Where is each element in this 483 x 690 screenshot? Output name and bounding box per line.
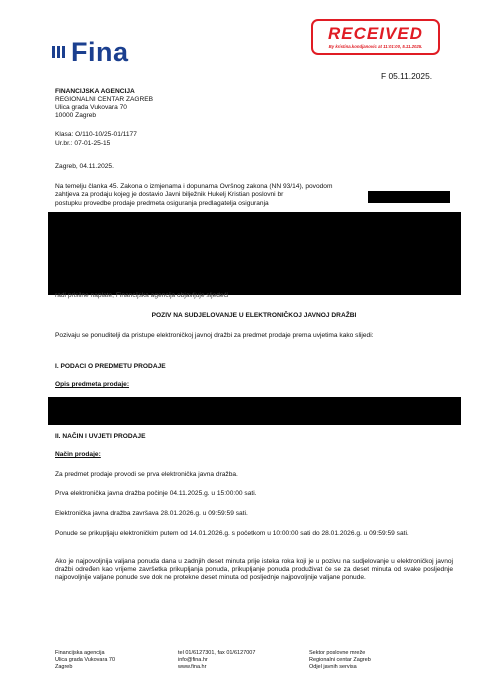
footer-line: Odjel javnih servisa — [309, 663, 357, 670]
footer-website: www.fina.hr — [178, 663, 207, 670]
footer-col-3 — [309, 650, 371, 670]
intro-partial: radi prisilne naplate, Financijska agencija objavljuje sljedeći — [55, 292, 229, 299]
sender-city: 10000 Zagreb — [55, 112, 97, 119]
intro-line-2: zahtjeva za prodaju kojeg je dostavio Javni bilježnik Hukelj Kristian poslovni br — [55, 191, 284, 198]
ref-urbr: Ur.br.: 07-01-25-15 — [55, 140, 111, 147]
sender-org: FINANCIJSKA AGENCIJA — [55, 88, 135, 95]
sender-center: REGIONALNI CENTAR ZAGREB — [55, 96, 154, 103]
footer-col-2 — [178, 650, 255, 670]
redaction-description — [48, 397, 461, 425]
footer-line: Financijska agencija — [55, 650, 105, 656]
fina-logo — [52, 38, 129, 66]
section2-p2: Prva elektronička javna dražba počinje 04.11.2025.g. u 15:00:00 sati. — [55, 490, 257, 497]
logo-bars-icon — [52, 46, 65, 58]
ref-klasa: Klasa: O/110-10/25-01/1177 — [55, 131, 137, 138]
section1-title: I. PODACI O PREDMETU PRODAJE — [55, 363, 166, 370]
logo-text: Fina — [71, 37, 129, 67]
stamp-title: RECEIVED — [328, 24, 423, 43]
footer-email: info@fina.hr — [178, 656, 208, 663]
section2-p3: Elektronička javna dražba završava 28.01.2026.g. u 09:59:59 sati. — [55, 510, 248, 517]
footer-line: Ulica grada Vukovara 70 — [55, 656, 116, 663]
received-stamp — [311, 19, 440, 55]
section1-subtitle: Opis predmeta prodaje: — [55, 381, 130, 388]
stamp-subtitle: By kristina.kondjanovic at 11:01:00, 5.11.2025. — [328, 44, 423, 49]
footer-line: Zagreb — [55, 663, 73, 670]
footer-col-1 — [55, 650, 115, 670]
invite-text: Pozivaju se ponuditelji da pristupe elektroničkoj javnoj dražbi za predmet prodaje prema uvjetima kako slijedi: — [55, 332, 374, 339]
sender-street: Ulica grada Vukovara 70 — [55, 104, 127, 111]
redaction-block — [48, 212, 461, 295]
footer-line: tel 01/6127301, fax 01/6127007 — [178, 650, 256, 656]
file-number: F 05.11.2025. — [381, 71, 433, 81]
section2-p1: Za predmet prodaje provodi se prva elektronička javna dražba. — [55, 471, 238, 478]
date-line: Zagreb, 04.11.2025. — [55, 163, 114, 170]
section2-p4: Ponude se prikupljaju elektroničkim putem od 14.01.2026.g. s početkom u 10:00:00 sati do 28.01.2026.g. u 09:59:59 sati. — [55, 530, 409, 537]
intro-line-3: postupku provedbe prodaje predmeta osiguranja predlagatelja osiguranja — [55, 200, 269, 207]
redaction-box — [368, 191, 450, 203]
section2-p5: Ako je najpovoljnija valjana ponuda dana u zadnjih deset minuta prije isteka roka koji je u pozivu na sudjelovanje u elektroničkoj javnoj dražbi određen kao vrijeme završetka prikupljanja ponuda, prikupljanje ponuda produživat će se za deset minuta od svake posljednje najpovoljnije valjane ponude sve dok ne protekne deset minuta od posljednje najpovoljnije valjane ponude. — [55, 558, 453, 582]
footer-line: Regionalni centar Zagreb — [309, 656, 371, 663]
notice-heading: POZIV NA SUDJELOVANJE U ELEKTRONIČKOJ JAVNOJ DRAŽBI — [151, 312, 357, 319]
footer-line: Sektor poslovne mreže — [309, 650, 366, 656]
intro-line-1: Na temelju članka 45. Zakona o izmjenama i dopunama Ovršnog zakona (NN 93/14), povodom — [55, 183, 333, 190]
section2-subtitle: Način prodaje: — [55, 451, 101, 458]
section2-title: II. NAČIN I UVJETI PRODAJE — [55, 433, 146, 440]
